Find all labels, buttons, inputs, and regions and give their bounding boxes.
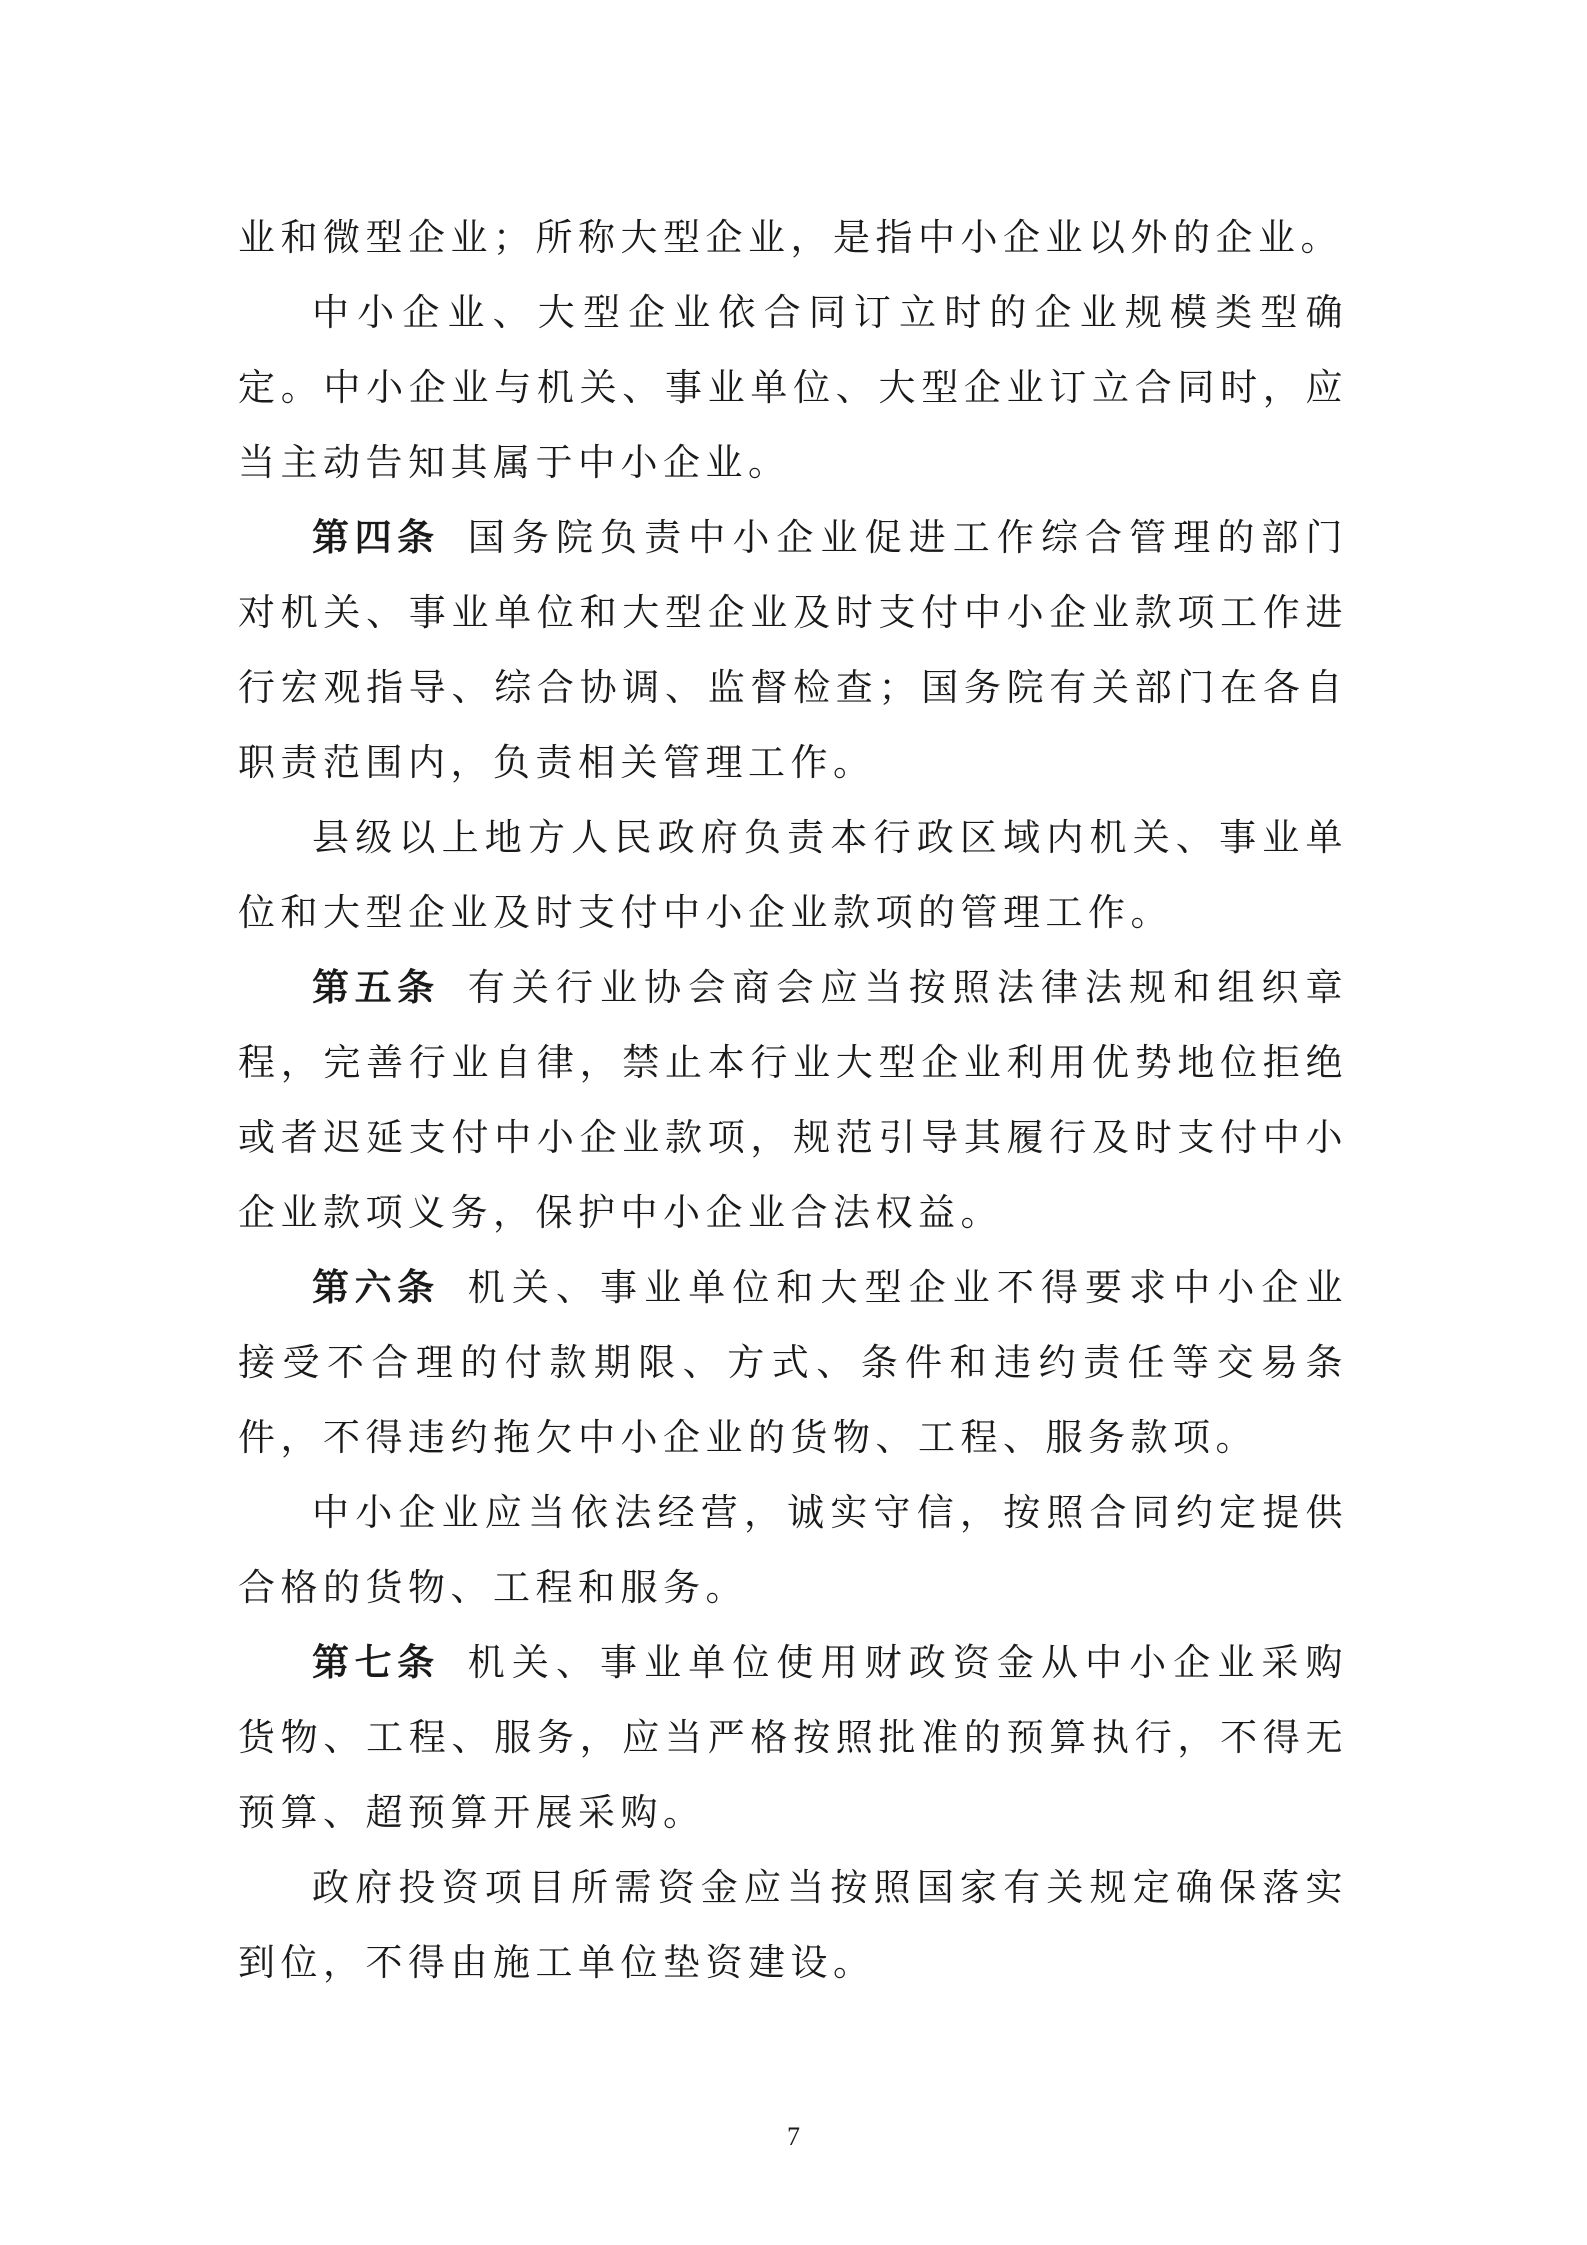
paragraph-text: 机关、事业单位使用财政资金从中小企业采购货物、工程、服务，应当严格按照批准的预算执行，不得无预算、超预算开展采购。 <box>238 1641 1349 1834</box>
article-label: 第七条 <box>312 1641 440 1684</box>
paragraph-text: 政府投资项目所需资金应当按照国家有关规定确保落实到位，不得由施工单位垫资建设。 <box>238 1866 1348 1984</box>
article-paragraph <box>238 950 1348 1250</box>
article-paragraph <box>238 1625 1348 1850</box>
paragraph-text: 中小企业、大型企业依合同订立时的企业规模类型确定。中小企业与机关、事业单位、大型企业订立合同时，应当主动告知其属于中小企业。 <box>238 291 1348 484</box>
page-number: 7 <box>787 2122 800 2151</box>
paragraph-text: 县级以上地方人民政府负责本行政区域内机关、事业单位和大型企业及时支付中小企业款项的管理工作。 <box>238 816 1348 934</box>
paragraph-text: 有关行业协会商会应当按照法律法规和组织章程，完善行业自律，禁止本行业大型企业利用优势地位拒绝或者迟延支付中小企业款项，规范引导其履行及时支付中小企业款项义务，保护中小企业合法权益。 <box>238 966 1349 1234</box>
body-text <box>238 200 1348 2000</box>
paragraph <box>238 1475 1348 1625</box>
article-paragraph <box>238 1250 1348 1475</box>
paragraph-text: 中小企业应当依法经营，诚实守信，按照合同约定提供合格的货物、工程和服务。 <box>238 1491 1348 1609</box>
article-label: 第五条 <box>312 966 440 1009</box>
paragraph <box>238 800 1348 950</box>
paragraph-text: 国务院负责中小企业促进工作综合管理的部门对机关、事业单位和大型企业及时支付中小企业款项工作进行宏观指导、综合协调、监督检查；国务院有关部门在各自职责范围内，负责相关管理工作。 <box>238 516 1349 784</box>
paragraph-text: 机关、事业单位和大型企业不得要求中小企业接受不合理的付款期限、方式、条件和违约责任等交易条件，不得违约拖欠中小企业的货物、工程、服务款项。 <box>238 1266 1349 1459</box>
paragraph <box>238 1850 1348 2000</box>
article-label: 第六条 <box>312 1266 440 1309</box>
paragraph <box>238 200 1348 275</box>
article-paragraph <box>238 500 1348 800</box>
paragraph-text: 业和微型企业；所称大型企业，是指中小企业以外的企业。 <box>238 216 1343 259</box>
article-label: 第四条 <box>312 516 440 559</box>
paragraph <box>238 275 1348 500</box>
